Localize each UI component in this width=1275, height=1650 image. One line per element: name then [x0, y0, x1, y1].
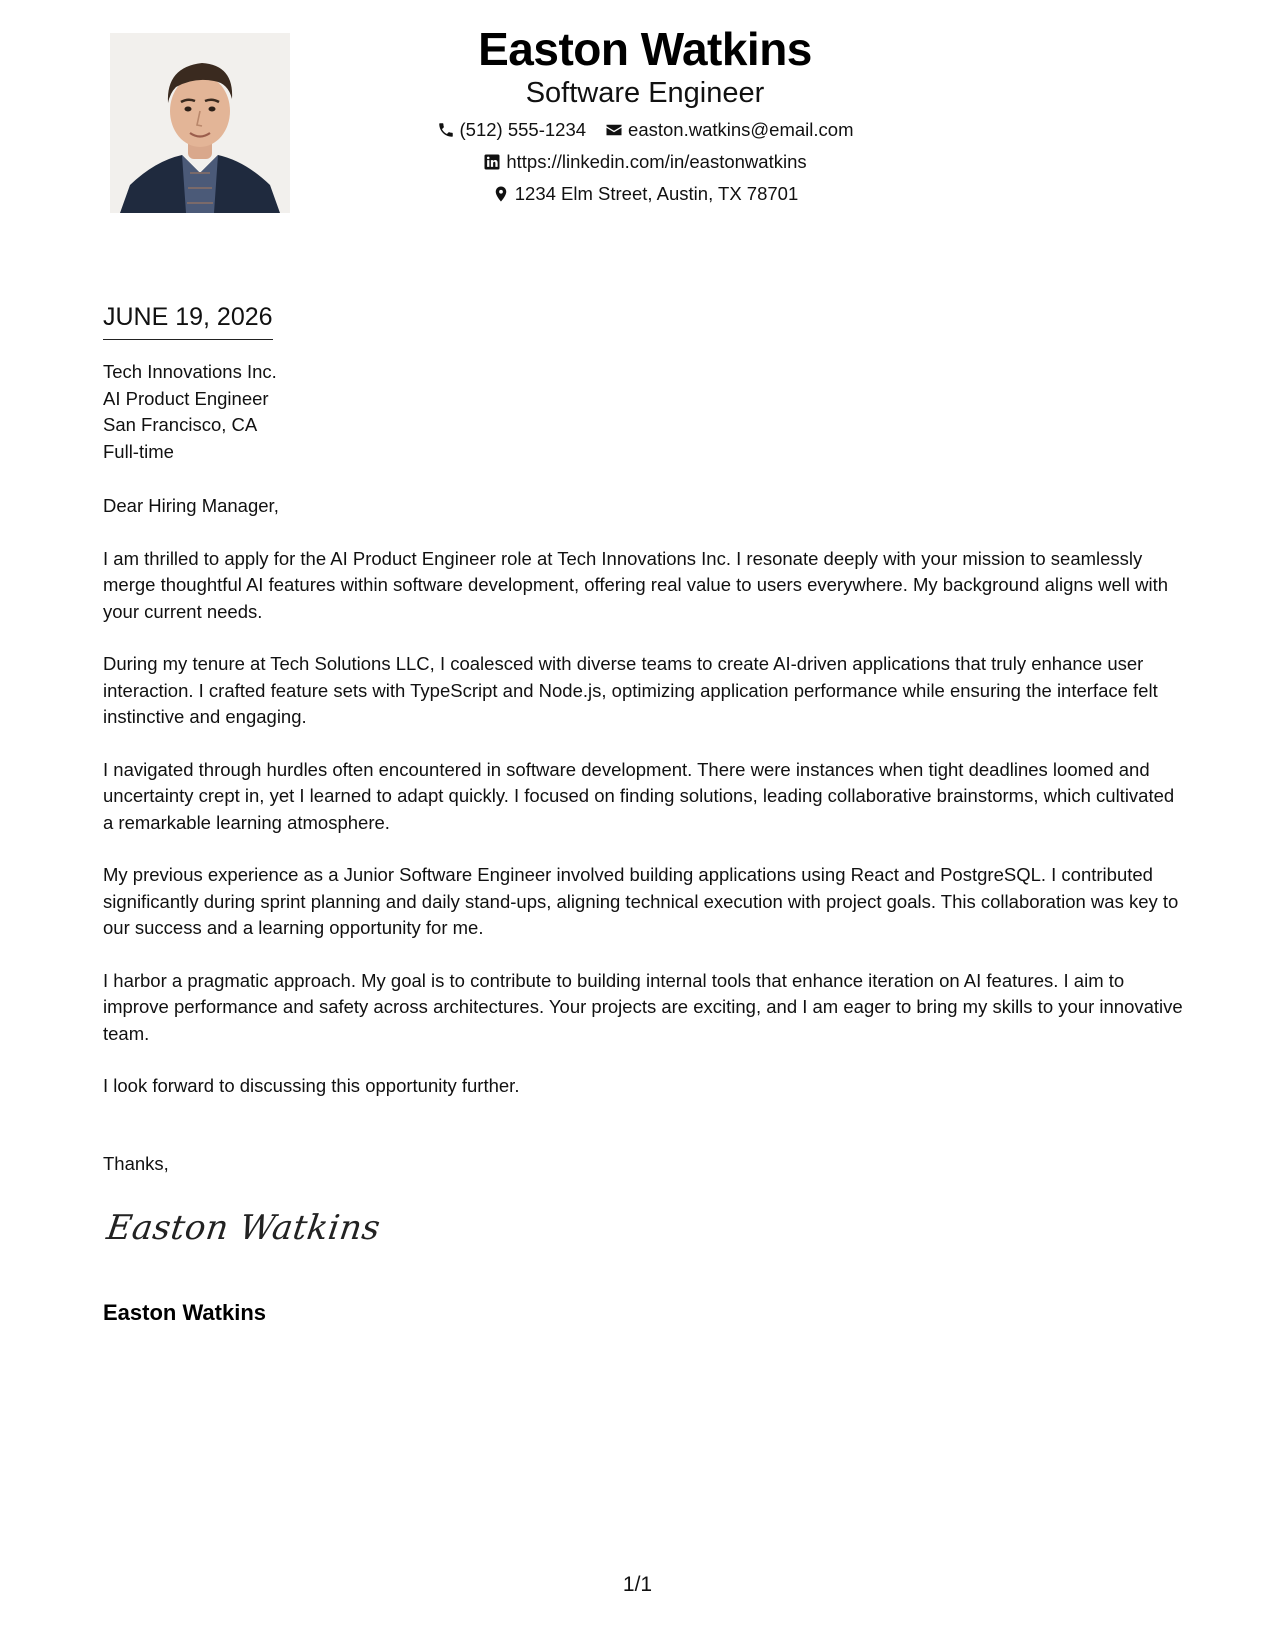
linkedin-icon — [483, 153, 501, 171]
recipient-block — [103, 359, 277, 465]
body-paragraph: I look forward to discussing this opportunity further. — [103, 1075, 520, 1096]
salutation: Dear Hiring Manager, — [103, 495, 279, 516]
contact-phone[interactable] — [437, 119, 587, 141]
closing: Thanks, — [103, 1153, 169, 1174]
handwritten-signature: Easton Watkins — [104, 1208, 383, 1248]
linkedin-text: https://linkedin.com/in/eastonwatkins — [506, 151, 807, 172]
phone-icon — [437, 121, 455, 139]
contact-address — [492, 183, 799, 205]
contact-line-3 — [330, 183, 960, 205]
body-paragraph: My previous experience as a Junior Software Engineer involved building applications using React and PostgreSQL. I contributed significantly during sprint planning and daily stand-ups, aligning technical execution with project goals. This collaboration was key to our success and a learning opportunity for me. — [103, 864, 1179, 938]
email-text: easton.watkins@email.com — [628, 119, 854, 140]
address-text: 1234 Elm Street, Austin, TX 78701 — [514, 183, 799, 204]
signer-name: Easton Watkins — [103, 1300, 266, 1325]
page-number: 1/1 — [622, 1573, 653, 1596]
letter-body — [103, 493, 1183, 1126]
body-paragraph: I harbor a pragmatic approach. My goal is to contribute to building internal tools that enhance iteration on AI features. I aim to improve performance and safety across architectures. Your projects are exciting, and I am eager to bring my skills to your innovative team. — [103, 969, 1183, 1044]
phone-text: (512) 555-1234 — [459, 119, 587, 140]
applicant-title: Software Engineer — [525, 77, 765, 109]
recipient-position: AI Product Engineer — [103, 387, 269, 409]
contact-linkedin[interactable] — [483, 151, 806, 173]
header — [330, 22, 960, 205]
contact-email[interactable] — [605, 119, 853, 141]
map-pin-icon — [492, 185, 510, 203]
profile-photo — [110, 33, 290, 213]
recipient-employment-type: Full-time — [103, 440, 174, 462]
contact-line-1 — [330, 119, 960, 141]
body-paragraph: During my tenure at Tech Solutions LLC, I coalesced with diverse teams to create AI-driven applications that truly enhance user interaction. I crafted feature sets with TypeScript and Node.js, optimizing application performance while ensuring the interface felt instinctive and engaging. — [103, 653, 1158, 727]
body-paragraph: I am thrilled to apply for the AI Product Engineer role at Tech Innovations Inc. I resonate deeply with your mission to seamlessly merge thoughtful AI features within software development, offering real value to users everywhere. My background aligns well with your current needs. — [103, 547, 1168, 622]
envelope-icon — [605, 121, 623, 139]
profile-photo-illustration — [110, 33, 290, 213]
recipient-company: Tech Innovations Inc. — [103, 361, 277, 382]
recipient-location: San Francisco, CA — [103, 414, 258, 435]
contact-line-2 — [330, 151, 960, 173]
applicant-name: Easton Watkins — [478, 23, 812, 75]
body-paragraph: I navigated through hurdles often encountered in software development. There were instances when tight deadlines loomed and uncertainty crept in, yet I learned to adapt quickly. I focused on finding solutions, leading collaborative brainstorms, which cultivated a remarkable learning atmosphere. — [103, 758, 1175, 833]
letter-date: JUNE 19, 2026 — [103, 300, 273, 340]
